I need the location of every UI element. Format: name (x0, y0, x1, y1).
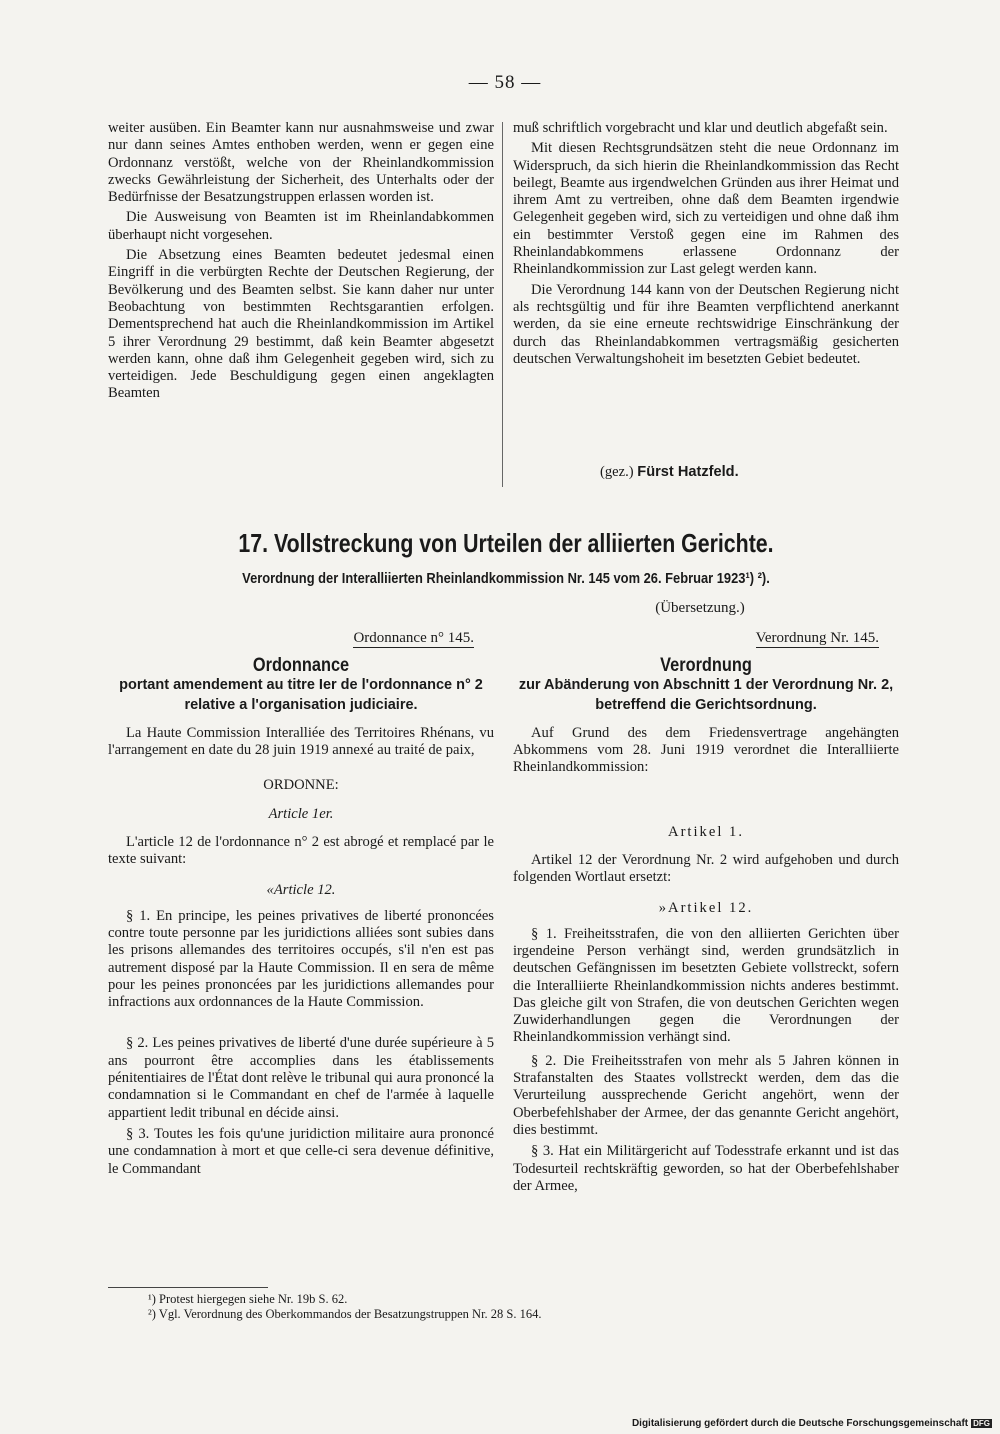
paragraph: weiter ausüben. Ein Beamter kann nur ausnahmsweise und zwar nur dann seines Amtes enthoben werden, wenn er gegen eine Ordonnanz verstößt, welche von der Rheinlandkommission zwecks Gewährleistung der Sicherheit, des Unterhalts oder der Bedürfnisse der Besatzungstruppen erlassen worden ist. (108, 120, 494, 206)
paragraph: Die Absetzung eines Beamten bedeutet jedesmal einen Eingriff in die verbürgten Rechte der Deutschen Regierung, der Bevölkerung und des Beamten selbst. Sie kann daher nur unter Beobachtung von bestimmten Rechtsgarantien erfolgen. Dementsprechend hat auch die Rheinlandkommission im Artikel 5 ihrer Verordnung 29 bestimmt, daß kein Beamter abgesetzt werden kann, ohne daß ihm Gelegenheit gegeben wird, sich zu verteidigen. Jede Beschuldigung gegen einen angeklagten Beamten (108, 247, 494, 402)
paragraph: Die Ausweisung von Beamten ist im Rheinlandabkommen überhaupt nicht vorgesehen. (108, 209, 494, 243)
french-article-1-text: L'article 12 de l'ordonnance n° 2 est abrogé et remplacé par le texte suivant: (108, 833, 494, 868)
german-article-1-text: Artikel 12 der Verordnung Nr. 2 wird aufgehoben und durch folgenden Wortlaut ersetzt: (513, 851, 899, 886)
german-para-1: § 1. Freiheitsstrafen, die von den alliierten Gerichten über irgendeine Person verhängt sind, werden grundsätzlich in deutschen Gefängnissen im besetzten Gebiete vollstreckt, sofern die Interalliierte Rheinlandkommission nichts anderes bestimmt. Das gleiche gilt von Strafen, die von deutschen Gerichten wegen Zuwiderhandlungen gegen die Verordnungen der Rheinlandkommission verhängt sind. (513, 925, 899, 1046)
section-title: 17. Vollstreckung von Urteilen der alliierten Gerichte. (238, 528, 774, 558)
subtitle-text: Verordnung der Interalliierten Rheinlandkommission Nr. 145 vom 26. Februar 1923 (242, 570, 746, 587)
footnote: ¹) Protest hiergegen siehe Nr. 19b S. 62. (148, 1292, 348, 1306)
german-title: Verordnung (660, 655, 752, 677)
signature-name: Fürst Hatzfeld. (637, 464, 739, 480)
german-header: Verordnung Nr. 145. (755, 630, 879, 646)
footnote: ²) Vgl. Verordnung des Oberkommandos der Besatzungstruppen Nr. 28 S. 164. (148, 1307, 542, 1321)
german-para-2: § 2. Die Freiheitsstrafen von mehr als 5 Jahren können in Strafanstalten des Staates vollstreckt werden, dem das die Verurteilung aussprechende Gericht angehört, wenn der Oberbefehlshaber der Armee, der das genannte Gericht angehört, dies bestimmt. (513, 1052, 899, 1138)
signature (600, 464, 739, 481)
german-article-12: »Artikel 12. (658, 900, 754, 917)
paragraph: Die Verordnung 144 kann von der Deutschen Regierung nicht als rechtsgültig und für ihre Beamten verpflichtend anerkannt werden, da sie eine erneute rechtswidrige Einschränkung der durch das Rheinlandabkommen vertragsmäßig gesicherten deutschen Verwaltungshoheit im besetzten Gebiet bedeutet. (513, 281, 899, 367)
digitization-credit (632, 1418, 992, 1429)
footnotes (148, 1292, 848, 1322)
french-article-1: Article 1er. (268, 806, 334, 823)
french-para-3: § 3. Toutes les fois qu'une juridiction militaire aura prononcé une condamnation à mort et que celle-ci sera devenue définitive, le Commandant (108, 1125, 494, 1177)
translation-note: (Übersetzung.) (655, 600, 745, 616)
footnote-rule (108, 1287, 268, 1288)
french-title: Ordonnance (252, 655, 350, 677)
french-column (108, 630, 494, 1178)
french-ordonne: ORDONNE: (263, 777, 339, 794)
french-para-1: § 1. En principe, les peines privatives de liberté prononcées contre toute personne par les juridictions alliées sont subies dans les prisons allemandes des territoires occupés, s'il n'en est pas autrement disposé par la Haute Commission. Il en sera de même pour les peines prononcées par les juridictions allemandes pour infractions aux ordonnances de la Haute Commission. (108, 907, 494, 1011)
top-right-column (513, 120, 899, 368)
french-header: Ordonnance n° 145. (353, 630, 474, 646)
subtitle-footnote-refs: ¹) ²). (745, 570, 770, 587)
top-left-column (108, 120, 494, 403)
paragraph: muß schriftlich vorgebracht und klar und deutlich abgefaßt sein. (513, 120, 888, 136)
german-article-1: Artikel 1. (668, 824, 744, 841)
french-preamble: La Haute Commission Interalliée des Territoires Rhénans, vu l'arrangement en date du 28 juin 1919 annexé au traité de paix, (108, 724, 494, 758)
german-preamble: Auf Grund des dem Friedensvertrage angehängten Abkommens vom 28. Juni 1919 verordnet die Interalliierte Rheinlandkommission: (513, 724, 899, 776)
german-subtitle: zur Abänderung von Abschnitt 1 der Verordnung Nr. 2, betreffend die Gerichtsordnung. (518, 676, 894, 713)
section-subtitle (71, 570, 941, 587)
french-para-2: § 2. Les peines privatives de liberté d'une durée supérieure à 5 ans pourront être accomplies dans les établissements pénitentiaires de l'État dont relève le tribunal qui aura prononcé la condamnation si le Commandant en chef de l'armée à laquelle appartient ledit tribunal en décide ainsi. (108, 1035, 494, 1121)
column-divider (502, 122, 503, 487)
german-para-3: § 3. Hat ein Militärgericht auf Todesstrafe erkannt und ist das Todesurteil rechtskräftig geworden, so hat der Oberbefehlshaber der Armee, (513, 1143, 899, 1194)
signature-prefix: (gez.) (600, 464, 634, 480)
french-article-12: «Article 12. (266, 882, 336, 899)
dfg-logo: DFG (973, 1418, 990, 1428)
french-subtitle: portant amendement au titre Ier de l'ordonnance n° 2 relative a l'organisation judiciaire. (119, 676, 483, 713)
page-number: — 58 — (468, 72, 542, 93)
credit-text: Digitalisierung gefördert durch die Deutsche Forschungsgemeinschaft (631, 1418, 969, 1429)
german-column (513, 630, 899, 1195)
paragraph: Mit diesen Rechtsgrundsätzen steht die neue Ordonnanz im Widerspruch, da sich hierin die Rheinlandkommission das Recht beilegt, Beamte aus irgendwelchen Gründen aus ihrer Heimat und ihrem Amt zu vertreiben, ohne daß dem Beamten irgendwie Gelegenheit gegeben wird, sich zu verteidigen und ohne daß ihm ein bestimmter Verstoß gegen eine im Rahmen des Rheinlandabkommens erlassene Ordonnanz der Rheinlandkommission zur Last gelegt werden kann. (513, 140, 899, 278)
